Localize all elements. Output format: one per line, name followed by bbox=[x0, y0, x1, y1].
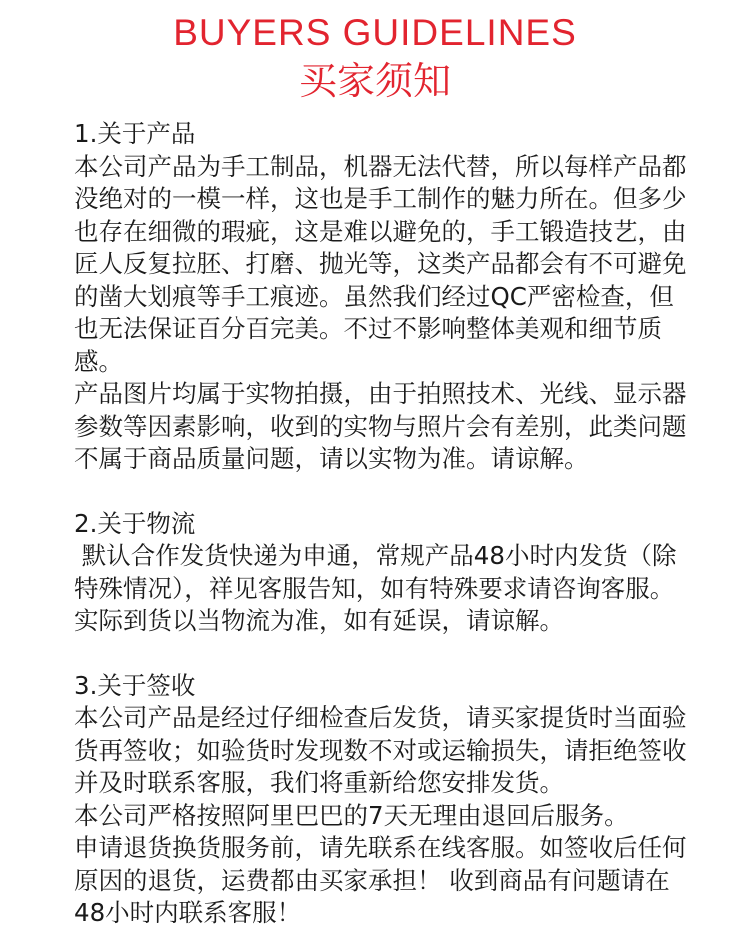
section-heading: 1.关于产品 bbox=[74, 119, 196, 148]
title-english: BUYERS GUIDELINES bbox=[173, 12, 577, 53]
section-paragraph: 本公司产品为手工制品，机器无法代替，所以每样产品都没绝对的一模一样，这也是手工制作的魅力所在。但多少也存在细微的瑕疵，这是难以避免的，手工锻造技艺，由匠人反复拉胚、打磨、抛光等，这类产品都会有不可避免的凿大划痕等手工痕迹。虽然我们经过QC严密检查，但也无法保证百分百完美。不过不影响整体美观和细节质感。 bbox=[74, 151, 687, 376]
guidelines-content bbox=[74, 118, 694, 930]
section-logistics bbox=[74, 508, 694, 638]
section-product bbox=[74, 118, 694, 476]
section-paragraph: 本公司严格按照阿里巴巴的7天无理由退回后服务。 bbox=[74, 800, 629, 830]
section-paragraph: 本公司产品是经过仔细检查后发货，请买家提货时当面验货再签收；如验货时发现数不对或运输损失，请拒绝签收并及时联系客服，我们将重新给您安排发货。 bbox=[74, 703, 687, 797]
section-receipt bbox=[74, 670, 694, 930]
section-heading: 3.关于签收 bbox=[74, 670, 196, 700]
section-paragraph: 申请退货换货服务前，请先联系在线客服。如签收后任何原因的退货，运费都由买家承担！ 收到商品有问题请在48小时内联系客服！ bbox=[74, 833, 687, 927]
title-chinese: 买家须知 bbox=[298, 59, 451, 103]
section-paragraph: 默认合作发货快递为申通，常规产品48小时内发货（除特殊情况），祥见客服告知，如有特殊要求请咨询客服。实际到货以当物流为准，如有延误，请谅解。 bbox=[74, 541, 677, 635]
section-heading: 2.关于物流 bbox=[74, 508, 196, 538]
section-paragraph: 产品图片均属于实物拍摄，由于拍照技术、光线、显示器参数等因素影响，收到的实物与照片会有差别，此类问题不属于商品质量问题，请以实物为准。请谅解。 bbox=[74, 379, 687, 473]
